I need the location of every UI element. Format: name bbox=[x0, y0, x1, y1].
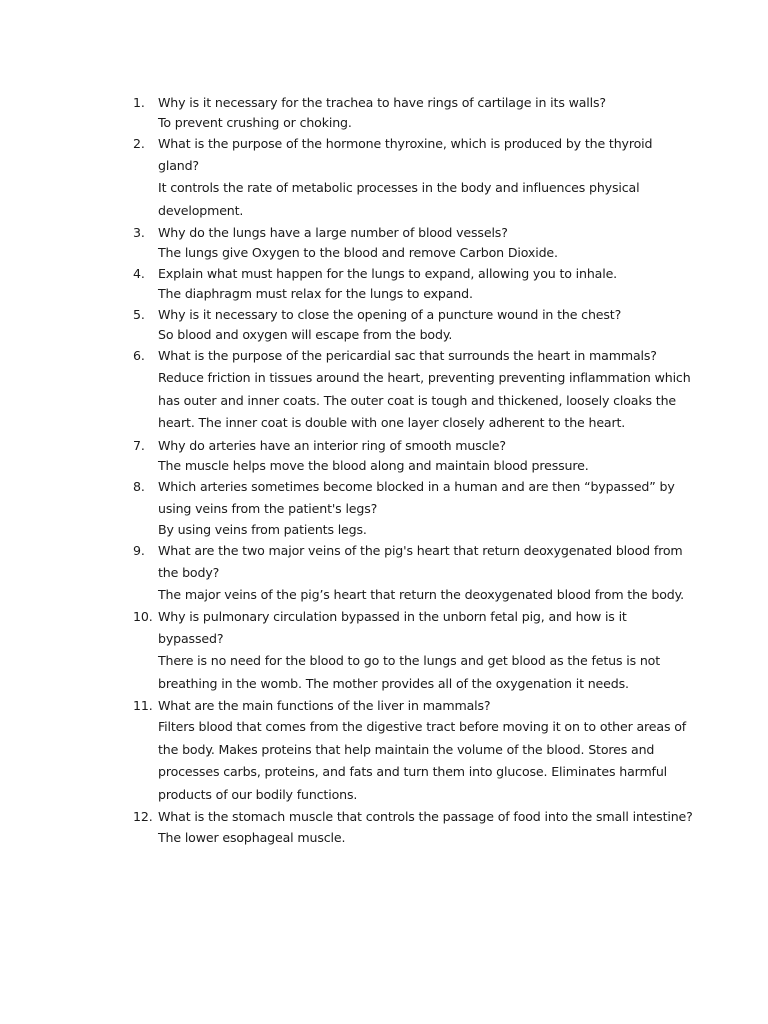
question-text: Why is it necessary to close the opening of a puncture wound in the chest? bbox=[158, 307, 622, 322]
item-number: 10. bbox=[133, 609, 153, 624]
question-text: What are the main functions of the liver in mammals? bbox=[158, 698, 491, 713]
item-number: 2. bbox=[133, 136, 145, 151]
list-item bbox=[133, 133, 693, 222]
question-text: Why do the lungs have a large number of blood vessels? bbox=[158, 225, 508, 240]
item-number: 5. bbox=[133, 307, 145, 322]
list-item bbox=[133, 92, 693, 133]
item-number: 4. bbox=[133, 266, 145, 281]
answer-text: The muscle helps move the blood along and maintain blood pressure. bbox=[158, 457, 589, 473]
list-item bbox=[133, 435, 693, 476]
answer-text: By using veins from patients legs. bbox=[158, 521, 367, 537]
answer-text: Reduce friction in tissues around the heart, preventing preventing inflammation which has outer and inner coats. The outer coat is tough and thickened, loosely cloaks the heart. The inner coat is double with one layer closely adherent to the heart. bbox=[158, 370, 691, 430]
item-number: 8. bbox=[133, 478, 145, 494]
list-item bbox=[133, 263, 693, 304]
item-number: 9. bbox=[133, 542, 145, 558]
answer-text: There is no need for the blood to go to the lungs and get blood as the fetus is not breathing in the womb. The mother provides all of the oxygenation it needs. bbox=[158, 653, 661, 691]
item-number: 7. bbox=[133, 437, 145, 453]
list-item bbox=[133, 606, 693, 695]
question-text: What is the purpose of the hormone thyroxine, which is produced by the thyroid gland? bbox=[158, 136, 653, 173]
question-text: Which arteries sometimes become blocked in a human and are then “bypassed” by using veins from the patient's legs? bbox=[158, 478, 675, 516]
answer-text: Filters blood that comes from the digestive tract before moving it on to other areas of the body. Makes proteins that help maintain the volume of the blood. Stores and processes carbs, proteins, and fats and turn them into glucose. Eliminates harmful products of our bodily functions. bbox=[158, 719, 687, 802]
list-item bbox=[133, 304, 693, 345]
question-text: What is the purpose of the pericardial sac that surrounds the heart in mammals? bbox=[158, 348, 657, 363]
question-text: What are the two major veins of the pig's heart that return deoxygenated blood from the body? bbox=[158, 542, 683, 580]
list-item bbox=[133, 540, 693, 607]
list-item bbox=[133, 476, 693, 540]
item-number: 1. bbox=[133, 95, 145, 110]
list-item bbox=[133, 345, 693, 435]
item-number: 6. bbox=[133, 348, 145, 363]
list-item bbox=[133, 695, 693, 806]
question-text: Why is it necessary for the trachea to have rings of cartilage in its walls? bbox=[158, 95, 606, 110]
item-number: 3. bbox=[133, 225, 145, 240]
item-number: 11. bbox=[133, 698, 153, 713]
answer-text: To prevent crushing or choking. bbox=[158, 115, 352, 130]
question-text: Why is pulmonary circulation bypassed in the unborn fetal pig, and how is it bypassed? bbox=[158, 609, 627, 646]
list-item bbox=[133, 806, 693, 848]
question-text: What is the stomach muscle that controls the passage of food into the small intestine? bbox=[158, 809, 693, 824]
question-text: Explain what must happen for the lungs to expand, allowing you to inhale. bbox=[158, 266, 618, 281]
answer-text: The major veins of the pig’s heart that return the deoxygenated blood from the body. bbox=[158, 586, 684, 602]
item-number: 12. bbox=[133, 809, 153, 824]
question-text: Why do arteries have an interior ring of smooth muscle? bbox=[158, 437, 506, 453]
list-item bbox=[133, 222, 693, 263]
answer-text: It controls the rate of metabolic processes in the body and influences physical development. bbox=[158, 180, 640, 218]
answer-text: So blood and oxygen will escape from the body. bbox=[158, 327, 453, 342]
answer-text: The lungs give Oxygen to the blood and remove Carbon Dioxide. bbox=[158, 245, 558, 260]
answer-text: The diaphragm must relax for the lungs to expand. bbox=[158, 286, 473, 301]
answer-text: The lower esophageal muscle. bbox=[158, 830, 346, 845]
question-answer-list bbox=[133, 92, 693, 848]
